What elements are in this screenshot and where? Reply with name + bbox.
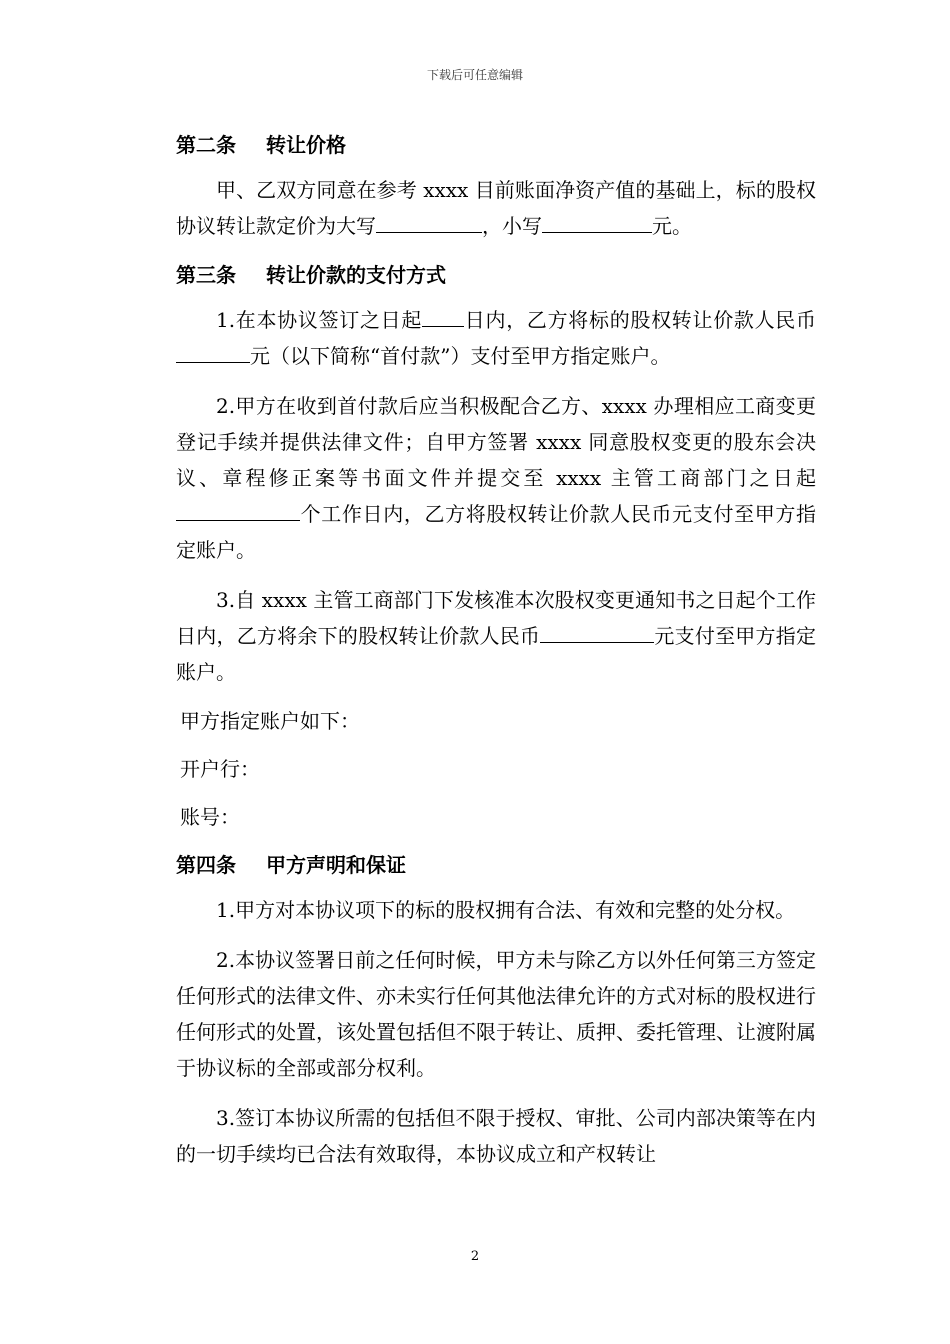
section-3-item-3: [176, 582, 816, 690]
account-number-field: 账号：: [180, 805, 240, 829]
section-2-number: 第二条: [176, 133, 236, 157]
section-3-item-3-text-b: 元支付至甲方指定账户。: [176, 624, 817, 684]
section-4-heading: [176, 848, 816, 882]
section-4-item-2: 2.本协议签署日前之任何时候，甲方未与除乙方以外任何第三方签定任何形式的法律文件、亦未实行任何其他法律允许的方式对标的股权进行任何形式的处置，该处置包括但不限于转让、质押、委托管理、让渡附属于协议标的全部或部分权利。: [176, 948, 816, 1080]
document-body: [176, 128, 816, 1186]
section-3-heading: [176, 258, 816, 292]
account-intro: 甲方指定账户如下：: [180, 709, 360, 733]
section-4-item-3: 3.签订本协议所需的包括但不限于授权、审批、公司内部决策等在内的一切手续均已合法有效取得，本协议成立和产权转让: [176, 1106, 816, 1166]
section-3-number: 第三条: [176, 263, 236, 287]
section-3-title: 转让价款的支付方式: [266, 263, 446, 287]
days-blank: [422, 308, 464, 327]
amount-figures-blank: [542, 214, 652, 233]
section-2-heading: [176, 128, 816, 162]
section-3-item-1: [176, 302, 816, 374]
section-4-item-1: 1.甲方对本协议项下的标的股权拥有合法、有效和完整的处分权。: [216, 898, 796, 922]
down-payment-blank: [176, 344, 250, 363]
section-3-item-1-text-b: 日内，乙方将标的股权转让价款人民币: [464, 308, 816, 332]
section-4-title: 甲方声明和保证: [266, 853, 406, 877]
section-2-text-c: 元。: [652, 214, 692, 238]
section-3-item-1-text-a: 1.在本协议签订之日起: [216, 308, 423, 332]
section-3-item-2-text-a: 2.甲方在收到首付款后应当积极配合乙方、xxxx 办理相应工商变更登记手续并提供法律文件；自甲方签署 xxxx 同意股权变更的股东会决议、章程修正案等书面文件并提交至 xxxx 主管工商部门之日起: [176, 394, 816, 490]
section-3-item-2-text-b: 个工作日内，乙方将股权转让价款人民币元支付至甲方指定账户。: [176, 502, 816, 562]
section-3-item-1-text-c: 元（以下简称“首付款”）支付至甲方指定账户。: [250, 344, 671, 368]
section-2-text-b: ，小写: [482, 214, 542, 238]
page-number: 2: [470, 1249, 480, 1264]
page-header-note: 下载后可任意编辑: [426, 68, 523, 82]
bank-field: 开户行：: [180, 757, 260, 781]
remaining-payment-blank: [540, 624, 654, 643]
section-2-text-a: 甲、乙双方同意在参考 xxxx 目前账面净资产值的基础上，标的股权协议转让款定价为大写: [176, 178, 816, 238]
section-4-number: 第四条: [176, 853, 236, 877]
section-3-item-3-text-a: 3.自 xxxx 主管工商部门下发核准本次股权变更通知书之日起个工作日内，乙方将余下的股权转让价款人民币: [176, 588, 816, 648]
section-3-item-2: [176, 388, 816, 568]
section-2-title: 转让价格: [266, 133, 346, 157]
working-days-blank: [176, 502, 300, 521]
amount-words-blank: [376, 214, 482, 233]
section-2-paragraph: [176, 172, 816, 244]
